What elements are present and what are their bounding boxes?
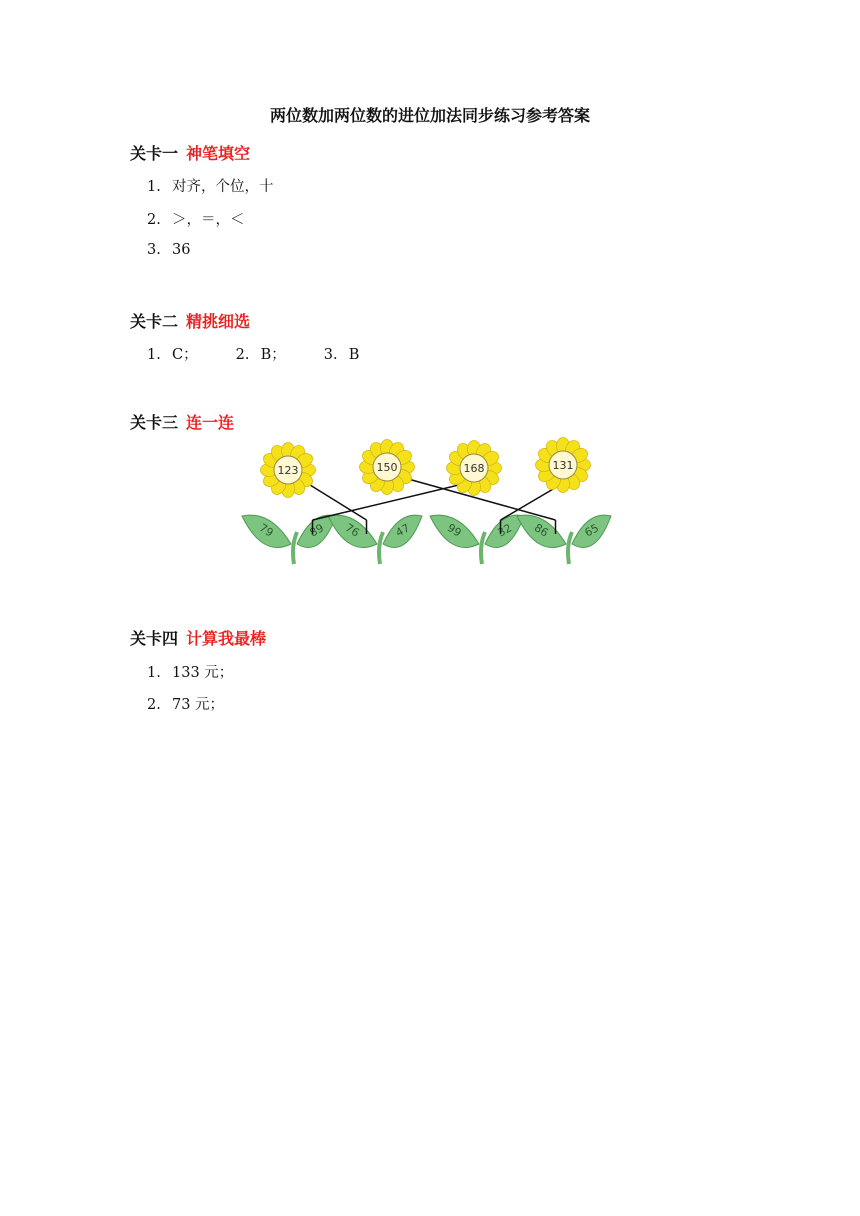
plant-stem [379, 532, 383, 564]
leaf-number: 76 [342, 521, 362, 540]
plant-stem [481, 532, 485, 564]
answer-line [147, 343, 359, 364]
answer-number: 3. [323, 347, 338, 363]
leaf-number: 99 [444, 521, 464, 540]
flowers [261, 438, 591, 498]
flower [261, 443, 316, 498]
section-2-subtitle: 精挑细选 [186, 312, 251, 331]
answer-text: 对齐，个位，十 [172, 179, 274, 195]
leaf-number: 89 [307, 521, 326, 540]
section-4-heading [130, 626, 266, 649]
flower-number: 168 [463, 462, 485, 475]
answer-number: 3. [147, 242, 161, 258]
section-1-subtitle: 神笔填空 [186, 144, 251, 163]
flower [447, 441, 502, 496]
section-3-heading [130, 410, 234, 433]
answer-line [147, 208, 245, 229]
flower [360, 440, 415, 495]
leaf-number: 32 [495, 521, 514, 540]
plant-stem [568, 532, 572, 564]
answer-text: B； [260, 347, 286, 363]
answer-line [147, 661, 233, 682]
section-1-label: 关卡一 [130, 144, 179, 163]
section-3-label: 关卡三 [130, 413, 179, 432]
leaf-number: 65 [582, 521, 601, 540]
section-1-heading [130, 141, 250, 164]
flower-number: 123 [277, 464, 299, 477]
section-2-label: 关卡二 [130, 312, 179, 331]
flower [536, 438, 591, 493]
answer-text: ＞，＝，＜ [172, 212, 245, 228]
section-4-label: 关卡四 [130, 629, 179, 648]
answer-text: 133 元； [172, 665, 234, 681]
connection-line [302, 480, 367, 520]
answer-number: 2. [147, 212, 161, 228]
leaf-number: 47 [393, 521, 412, 540]
section-2-heading [130, 309, 250, 332]
answer-number: 1. [147, 347, 161, 363]
plant-stem [293, 532, 297, 564]
answer-number: 2. [147, 697, 161, 713]
answer-line [147, 693, 224, 714]
flower-leaf-matching-figure [232, 434, 622, 569]
section-3-subtitle: 连一连 [186, 413, 235, 432]
answer-number: 1. [147, 179, 161, 195]
flower-number: 131 [552, 459, 574, 472]
document-title: 两位数加两位数的进位加法同步练习参考答案 [269, 106, 590, 125]
answer-text: 36 [172, 242, 191, 258]
answer-text: B [348, 347, 360, 363]
leaf-number: 86 [531, 521, 551, 540]
flower-number: 150 [376, 461, 398, 474]
answer-number: 2. [235, 347, 250, 363]
answer-line [147, 242, 190, 258]
answer-number: 1. [147, 665, 161, 681]
answer-line [147, 175, 274, 196]
leaf-number: 79 [256, 521, 276, 540]
section-4-subtitle: 计算我最棒 [186, 629, 267, 648]
answer-text: 73 元； [172, 697, 225, 713]
answer-text: C； [172, 347, 198, 363]
